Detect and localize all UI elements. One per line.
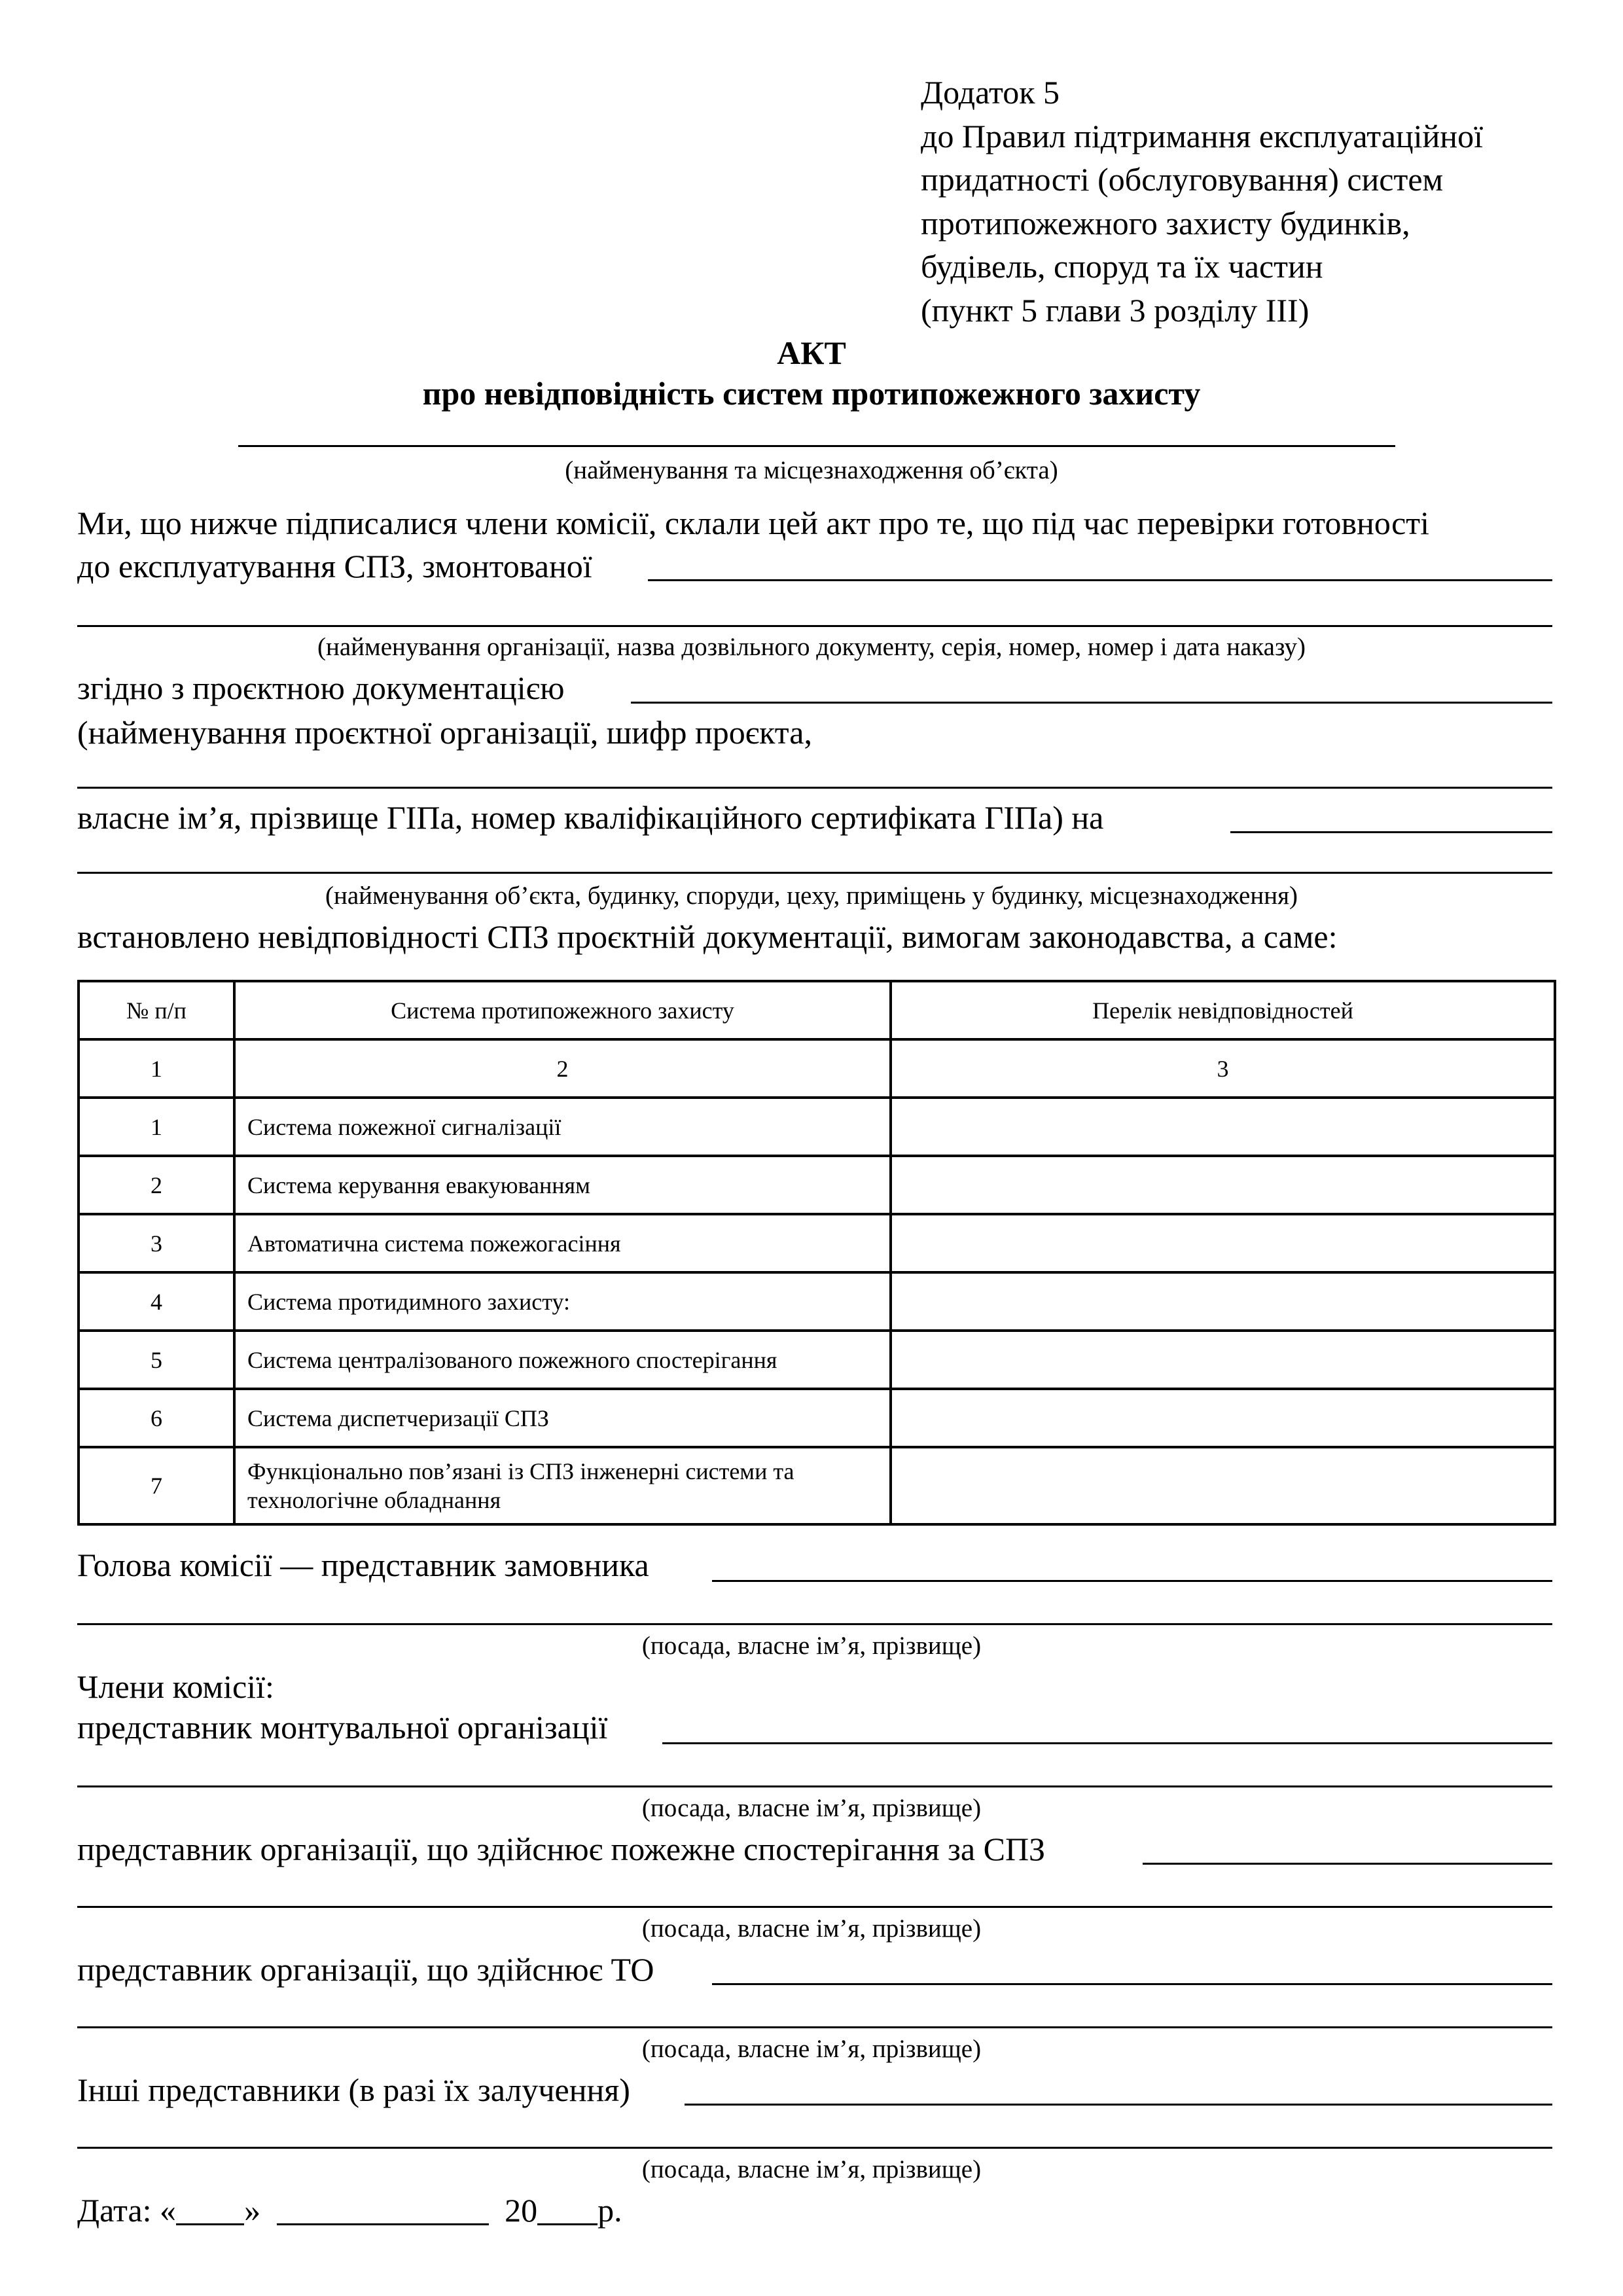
annex-line: будівель, споруд та їх частин	[921, 248, 1323, 285]
members-heading: Члени комісії:	[77, 1668, 274, 1705]
row-system: Система керування евакуюванням	[234, 1156, 891, 1214]
others-label: Інші представники (в разі їх залучення)	[77, 2072, 630, 2108]
annex-line: до Правил підтримання експлуатаційної	[921, 117, 1483, 154]
installer-rep-hint: (посада, власне ім’я, прізвище)	[641, 1794, 982, 1822]
header-issues: Перелік невідповідностей	[891, 981, 1555, 1039]
row-system: Система пожежної сигналізації	[234, 1098, 891, 1156]
row-issues-cell[interactable]	[891, 1272, 1555, 1331]
monitoring-rep-hint: (посада, власне ім’я, прізвище)	[641, 1914, 982, 1943]
table-row	[79, 1214, 1555, 1272]
table-row	[79, 1331, 1555, 1389]
date-year-suffix: р.	[597, 2192, 622, 2229]
row-number: 4	[79, 1272, 234, 1331]
date-close-quote: »	[244, 2192, 261, 2229]
row-issues-cell[interactable]	[891, 1156, 1555, 1214]
intro-line-1: Ми, що нижче підписалися члени комісії, склали цей акт про те, що під час перевірки готовності	[77, 505, 1430, 541]
intro-line-2: до експлуатування СПЗ, змонтованої	[77, 548, 592, 584]
row-system: Автоматична система пожежогасіння	[234, 1214, 891, 1272]
col-number: 2	[234, 1039, 891, 1098]
others-field-cont[interactable]	[77, 2147, 1552, 2149]
monitoring-rep-label: представник організації, що здійснює пожежне спостерігання за СПЗ	[77, 1831, 1046, 1867]
installer-rep-field[interactable]	[662, 1742, 1552, 1744]
intro-line-5: власне ім’я, прізвище ГІПа, номер кваліфікаційного сертифіката ГІПа) на	[77, 799, 1104, 836]
table-row	[79, 1389, 1555, 1447]
row-issues-cell[interactable]	[891, 1098, 1555, 1156]
table-row	[79, 1156, 1555, 1214]
maintenance-rep-hint: (посада, власне ім’я, прізвище)	[641, 2035, 982, 2063]
row-number: 7	[79, 1447, 234, 1524]
others-field[interactable]	[685, 2104, 1552, 2106]
header-number: № п/п	[79, 981, 234, 1039]
row-issues-cell[interactable]	[891, 1214, 1555, 1272]
col-number: 1	[79, 1039, 234, 1098]
date-day-field[interactable]	[176, 2223, 244, 2225]
row-number: 5	[79, 1331, 234, 1389]
object-field-cont[interactable]	[77, 872, 1552, 874]
table-row	[79, 1272, 1555, 1331]
annex-line: придатності (обслуговування) систем	[921, 161, 1444, 198]
row-system: Система протидимного захисту:	[234, 1272, 891, 1331]
object-name-field[interactable]	[238, 445, 1395, 447]
header-system: Система протипожежного захисту	[234, 981, 891, 1039]
installer-org-hint: (найменування організації, назва дозвільного документу, серія, номер, номер і дата наказу)	[317, 633, 1306, 661]
installer-org-field[interactable]	[648, 579, 1552, 581]
chair-field-cont[interactable]	[77, 1623, 1552, 1625]
table-header-row	[79, 981, 1555, 1039]
row-number: 1	[79, 1098, 234, 1156]
document-subtitle: про невідповідність систем протипожежного захисту	[422, 375, 1201, 412]
annex-line: протипожежного захисту будинків,	[921, 204, 1410, 242]
annex-line: Додаток 5	[921, 74, 1060, 111]
date-month-field[interactable]	[277, 2223, 489, 2225]
object-name-hint: (найменування та місцезнаходження об’єкта)	[565, 456, 1058, 484]
row-system: Система централізованого пожежного спостерігання	[234, 1331, 891, 1389]
installer-org-field-cont[interactable]	[77, 625, 1552, 627]
date-year-field[interactable]	[537, 2223, 597, 2225]
date-label: Дата: «	[77, 2192, 177, 2229]
object-field[interactable]	[1230, 831, 1552, 833]
row-system: Функціонально пов’язані із СПЗ інженерні системи та технологічне обладнання	[234, 1447, 891, 1524]
chair-hint: (посада, власне ім’я, прізвище)	[641, 1632, 982, 1660]
others-hint: (посада, власне ім’я, прізвище)	[641, 2155, 982, 2183]
row-system: Система диспетчеризації СПЗ	[234, 1389, 891, 1447]
intro-line-6: встановлено невідповідності СПЗ проєктній документації, вимогам законодавства, а саме:	[77, 918, 1338, 955]
nonconformity-table	[77, 980, 1556, 1526]
installer-rep-field-cont[interactable]	[77, 1785, 1552, 1787]
annex-line: (пункт 5 глави 3 розділу ІІІ)	[921, 291, 1310, 329]
row-issues-cell[interactable]	[891, 1331, 1555, 1389]
chair-field[interactable]	[712, 1580, 1552, 1582]
date-row	[77, 2191, 622, 2229]
row-issues-cell[interactable]	[891, 1389, 1555, 1447]
column-number-row	[79, 1039, 1555, 1098]
row-number: 3	[79, 1214, 234, 1272]
monitoring-rep-field-cont[interactable]	[77, 1906, 1552, 1908]
table-row	[79, 1098, 1555, 1156]
document-title: АКТ	[777, 334, 846, 371]
chair-label: Голова комісії — представник замовника	[77, 1547, 649, 1583]
row-number: 6	[79, 1389, 234, 1447]
row-number: 2	[79, 1156, 234, 1214]
intro-line-4: (найменування проєктної організації, шифр проєкта,	[77, 714, 812, 751]
col-number: 3	[891, 1039, 1555, 1098]
date-year-prefix: 20	[505, 2192, 538, 2229]
project-docs-field-cont[interactable]	[77, 787, 1552, 789]
maintenance-rep-field[interactable]	[712, 1983, 1552, 1985]
project-docs-field[interactable]	[631, 702, 1552, 704]
maintenance-rep-field-cont[interactable]	[77, 2026, 1552, 2028]
installer-rep-label: представник монтувальної організації	[77, 1709, 608, 1746]
intro-line-3: згідно з проєктною документацією	[77, 670, 565, 706]
object-hint: (найменування об’єкта, будинку, споруди, цеху, приміщень у будинку, місцезнаходження)	[325, 882, 1298, 910]
table-row	[79, 1447, 1555, 1524]
monitoring-rep-field[interactable]	[1143, 1863, 1552, 1865]
row-issues-cell[interactable]	[891, 1447, 1555, 1524]
annex-header	[921, 71, 1483, 332]
maintenance-rep-label: представник організації, що здійснює ТО	[77, 1951, 654, 1988]
